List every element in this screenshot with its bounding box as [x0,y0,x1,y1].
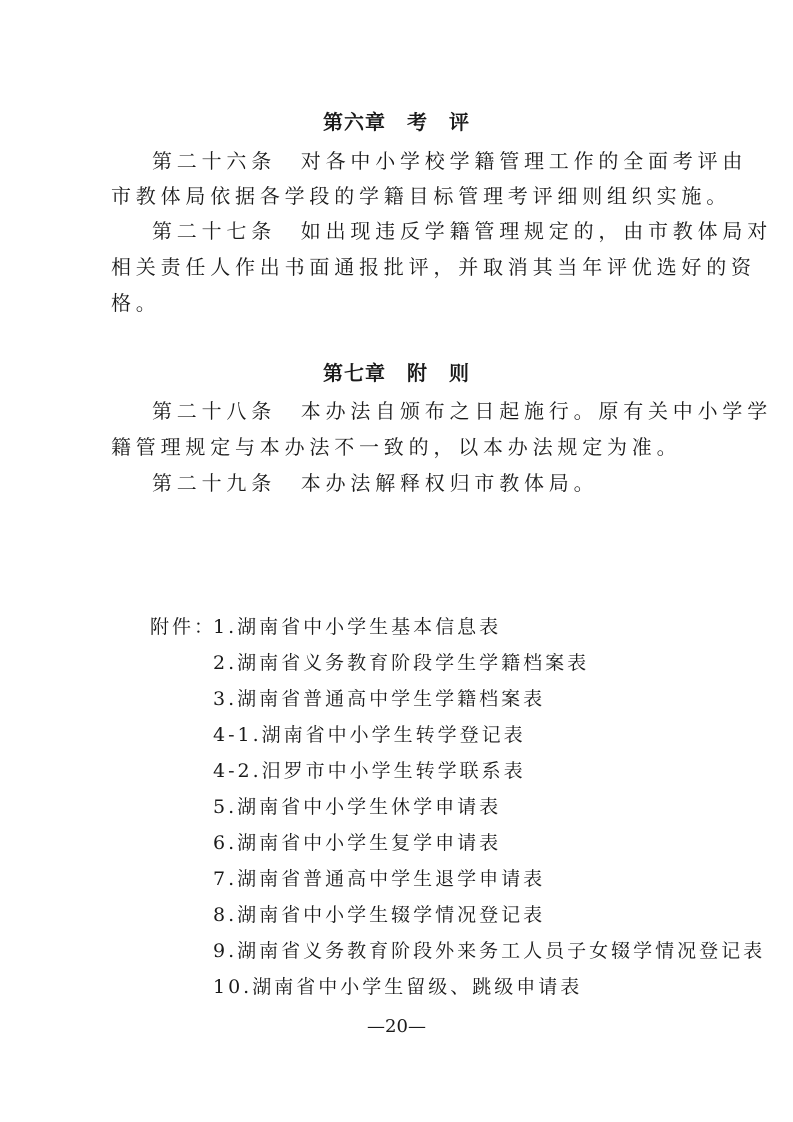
attachment-item-4-1: 4-1.湖南省中小学生转学登记表 [213,724,526,746]
page-number: —20— [367,1016,426,1037]
chapter-7-heading: 第七章 附 则 [323,361,470,385]
article-28-line-1: 第二十八条 本办法自颁布之日起施行。原有关中小学学 [152,399,772,423]
attachment-item-5: 5.湖南省中小学生休学申请表 [213,796,502,818]
article-27-line-2: 相关责任人作出书面通报批评，并取消其当年评优选好的资 [111,255,756,279]
attachment-item-10: 10.湖南省中小学生留级、跳级申请表 [213,976,583,998]
attachment-item-9: 9.湖南省义务教育阶段外来务工人员子女辍学情况登记表 [213,940,766,962]
attachments-label: 附件： [150,616,217,638]
article-28-line-2: 籍管理规定与本办法不一致的，以本办法规定为准。 [111,435,682,459]
article-26-line-1: 第二十六条 对各中小学校学籍管理工作的全面考评由 [152,149,748,173]
attachment-item-6: 6.湖南省中小学生复学申请表 [213,832,502,854]
chapter-6-heading: 第六章 考 评 [323,110,470,134]
attachment-item-3: 3.湖南省普通高中学生学籍档案表 [213,688,546,710]
article-29-line-1: 第二十九条 本办法解释权归市教体局。 [152,471,599,495]
attachment-item-7: 7.湖南省普通高中学生退学申请表 [213,868,546,890]
article-26-line-2: 市教体局依据各学段的学籍目标管理考评细则组织实施。 [111,184,731,208]
attachment-item-8: 8.湖南省中小学生辍学情况登记表 [213,904,546,926]
attachment-item-4-2: 4-2.汨罗市中小学生转学联系表 [213,760,526,782]
attachment-item-2: 2.湖南省义务教育阶段学生学籍档案表 [213,652,590,674]
article-27-line-1: 第二十七条 如出现违反学籍管理规定的，由市教体局对 [152,219,772,243]
article-27-line-3: 格。 [111,291,161,315]
attachment-item-1: 1.湖南省中小学生基本信息表 [213,616,502,638]
